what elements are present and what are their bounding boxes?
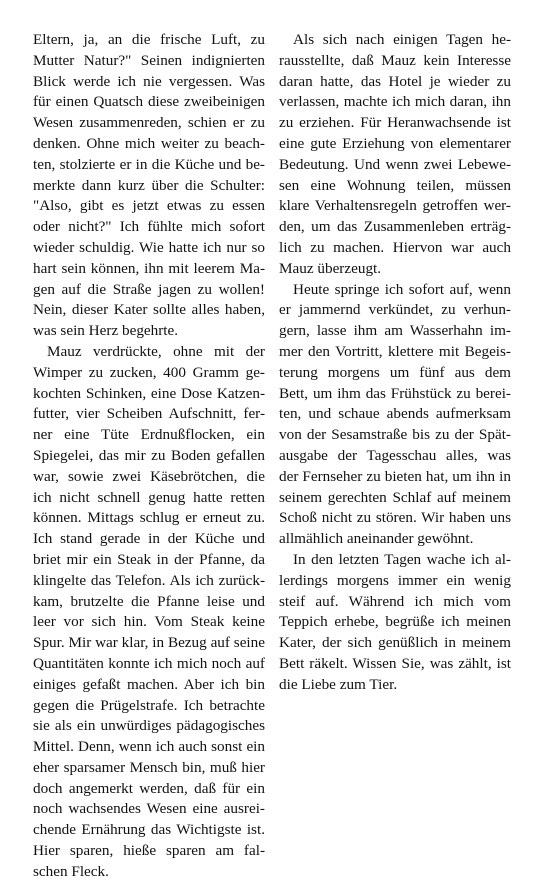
text-line: sie als ein unwürdiges pädagogisches (33, 717, 265, 735)
text-line: ten, und schaue abends aufmerksam (279, 405, 511, 423)
text-line: merkte dann kurz über die Schulter: (33, 176, 265, 194)
text-line: Spiegelei, das mir zu Boden gefallen (33, 446, 265, 464)
text-line: terung morgens um fünf aus dem (279, 363, 511, 381)
text-line: Bett räkelt. Wissen Sie, was zählt, ist (279, 654, 511, 672)
text-line: allmählich aneinander gewöhnt. (279, 530, 474, 548)
text-line: steif auf. Während ich mich vom (279, 592, 511, 610)
text-line: schen Fleck. (33, 862, 109, 880)
text-line: "Also, gibt es jetzt etwas zu essen (33, 197, 265, 215)
text-line: Bett, um ihm das Frühstück zu berei- (279, 384, 511, 402)
text-line: Eltern, ja, an die frische Luft, zu (33, 31, 265, 48)
text-line: Wesen zusammenreden, schien er zu (33, 114, 265, 132)
text-line: zu erziehen. Für Heranwachsende ist (279, 114, 511, 132)
text-line: Mauz verdrückte, ohne mit der (47, 342, 265, 360)
text-line: der Fernseher zu bieten hat, um ihn in (279, 467, 511, 485)
text-line: Quantitäten konnte ich mich noch auf (33, 654, 265, 672)
text-line: Kater, der sich genüßlich in meinem (279, 634, 511, 652)
text-line: wieder schuldig. Wie hatte ich nur so (33, 238, 265, 256)
text-line: daran hatte, das Hotel je wieder zu (279, 72, 511, 90)
text-line: gern, lasse ihm am Wasserhahn im- (279, 322, 511, 340)
text-line: klare Verhaltensregeln getroffen wer- (279, 197, 511, 215)
left-text-column (33, 30, 265, 883)
text-line: briet mir ein Steak in der Pfanne, da (33, 550, 265, 568)
text-line: Teppich erhebe, begrüße ich meinen (279, 613, 511, 631)
text-line: Als sich nach einigen Tagen he- (293, 31, 511, 48)
text-line: gegen die Prügelstrafe. Ich betrachte (33, 696, 265, 714)
text-line: gen auf die Straße jagen zu wollen! (33, 280, 265, 298)
text-line: können. Mittags schlug er erneut zu. (33, 509, 265, 527)
text-line: Hier sparen, hieße sparen am fal- (33, 842, 265, 860)
text-line: Mittel. Denn, wenn ich auch sonst ein (33, 738, 265, 756)
text-line: war, sowie zwei Käsebrötchen, die (33, 467, 265, 485)
text-line: rausstellte, daß Mauz kein Interesse (279, 51, 511, 69)
text-line: chende Ernährung das Wichtigste ist. (33, 821, 265, 839)
text-line: ner eine Tüte Erdnußflocken, ein (33, 426, 265, 444)
text-line: was sein Herz begehrte. (33, 322, 179, 340)
text-line: denken. Ohne mich weiter zu beach- (33, 134, 265, 152)
text-line: mer den Vortritt, klettere mit Begeis- (279, 342, 511, 360)
text-line: Schoß nicht zu stören. Wir haben uns (279, 509, 511, 527)
text-line: Wimper zu zucken, 400 Gramm ge- (33, 363, 265, 381)
text-line: hart sein können, ihn mit leerem Ma- (33, 259, 265, 277)
text-line: eine gute Erziehung von elementarer (279, 134, 511, 152)
text-line: Mauz überzeugt. (279, 259, 382, 277)
text-line: er jammernd verkündet, zu verhun- (279, 301, 511, 319)
text-line: Mutter Natur?" Seinen indignierten (33, 51, 265, 69)
text-line: noch wachsendes Wesen eine ausrei- (33, 800, 265, 818)
text-line: für einen Quatsch diese zweibeinigen (33, 93, 265, 111)
text-line: einiges gefaßt machen. Aber ich bin (33, 675, 265, 693)
text-line: die Liebe zum Tier. (279, 675, 398, 693)
text-line: Heute springe ich sofort auf, wenn (293, 280, 511, 298)
text-line: Blick werde ich nie vergessen. Was (33, 72, 265, 90)
text-line: Nein, dieser Kater sollte alles haben, (33, 301, 265, 319)
text-line: Spur. Mir war klar, in Bezug auf seine (33, 634, 265, 652)
text-line: kochten Schinken, eine Dose Katzen- (33, 384, 265, 402)
text-line: klingelte das Telefon. Als ich zurück- (33, 571, 265, 589)
text-line: eher sparsamer Mensch bin, muß hier (33, 758, 265, 776)
text-line: leer vor sich hin. Vom Steak keine (33, 613, 265, 631)
text-line: doch angemerkt werden, daß für ein (33, 779, 265, 797)
text-line: Bedeutung. Und wenn zwei Lebewe- (279, 155, 511, 173)
text-line: seinem gerechten Schlaf auf meinem (279, 488, 511, 506)
text-line: futter, vier Scheiben Aufschnitt, fer- (33, 405, 265, 423)
text-line: ausgabe der Tagesschau alles, was (279, 446, 511, 464)
text-line: ich nicht schnell genug hatte retten (33, 488, 265, 506)
text-line: verlassen, machte ich mich daran, ihn (279, 93, 511, 111)
text-line: ten, stolzierte er in die Küche und be- (33, 155, 265, 173)
text-line: lerdings morgens immer ein wenig (279, 571, 511, 589)
text-line: kam, brutzelte die Pfanne leise und (33, 592, 265, 610)
text-line: von der Sesamstraße bis zu der Spät- (279, 426, 511, 444)
text-line: den, um das Zusammenleben erträg- (279, 218, 511, 236)
text-line: Ich stand gerade in der Küche und (33, 530, 265, 548)
text-line: sen eine Wohnung teilen, müssen (279, 176, 511, 194)
text-line: lich zu machen. Hiervon war auch (279, 238, 511, 256)
text-line: oder nicht?" Ich fühlte mich sofort (33, 218, 265, 236)
text-line: In den letzten Tagen wache ich al- (293, 550, 511, 568)
right-text-column (279, 30, 511, 696)
